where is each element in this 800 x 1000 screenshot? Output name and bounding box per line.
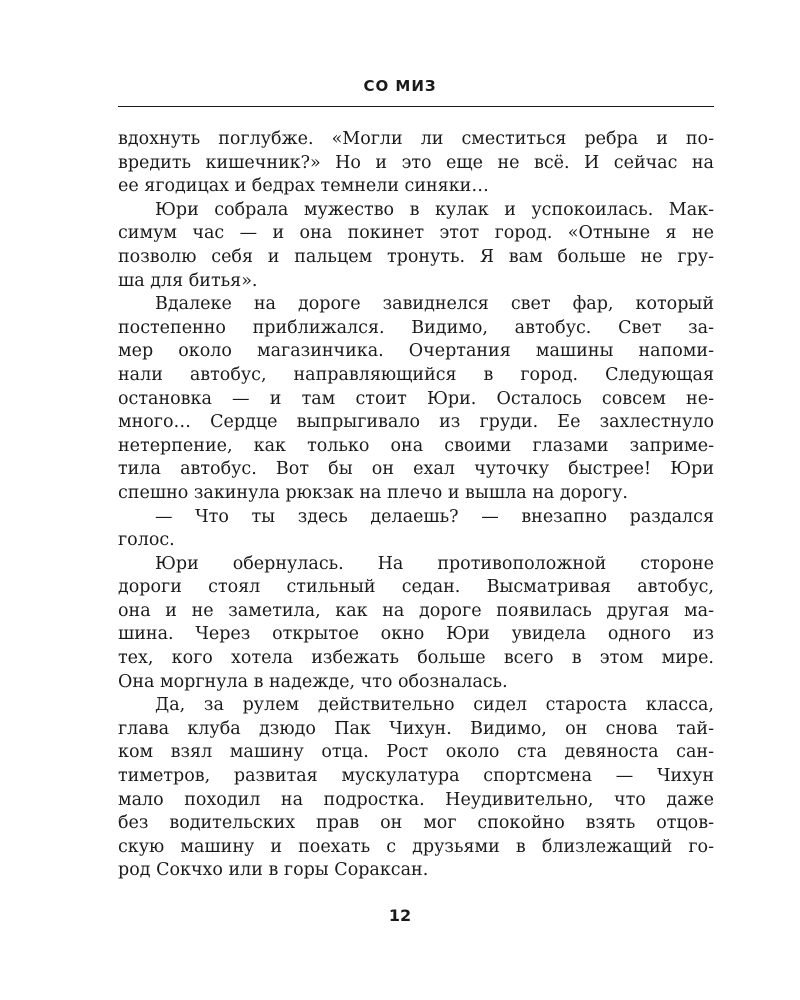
text-line: Юри обернулась. На противоположной стороне	[155, 553, 714, 574]
text-line: симум час — и она покинет этот город. «Отныне я не	[118, 223, 714, 244]
text-line: ша для битья».	[118, 270, 258, 291]
text-line: ком взял машину отца. Рост около ста девяноста сан-	[118, 742, 714, 763]
running-head: СО МИЗ	[363, 77, 437, 95]
text-line: Она моргнула в надежде, что обозналась.	[118, 671, 508, 692]
header-rule	[118, 106, 714, 107]
text-line: нали автобус, направляющийся в город. Следующая	[118, 364, 714, 385]
text-line: род Сокчхо или в горы Сораксан.	[118, 860, 429, 881]
text-line: тиметров, развитая мускулатура спортсмена — Чихун	[118, 766, 714, 787]
text-line: много… Сердце выпрыгивало из груди. Ее захлестнуло	[118, 412, 714, 433]
text-line: — Что ты здесь делаешь? — внезапно раздался	[155, 506, 714, 527]
text-line: спешно закинула рюкзак на плечо и вышла на дорогу.	[118, 482, 628, 503]
text-line: мало походил на подростка. Неудивительно, что даже	[118, 789, 714, 810]
body-text	[118, 128, 714, 883]
text-line: позволю себя и пальцем тронуть. Я вам больше не гру-	[118, 246, 714, 267]
page-number: 12	[388, 906, 412, 925]
text-line: Юри собрала мужество в кулак и успокоилась. Мак-	[155, 199, 714, 220]
text-line: шина. Через открытое окно Юри увидела одного из	[118, 624, 714, 645]
text-line: без водительских прав он мог спокойно взять отцов-	[118, 813, 714, 834]
text-line: дороги стоял стильный седан. Высматривая автобус,	[118, 577, 714, 598]
text-line: скую машину и поехать с друзьями в близлежащий го-	[118, 836, 714, 857]
text-line: Вдалеке на дороге завиднелся свет фар, который	[155, 294, 714, 315]
text-line: вредить кишечник?» Но и это еще не всё. И сейчас на	[118, 152, 714, 173]
text-line: мер около магазинчика. Очертания машины напоми-	[118, 341, 714, 362]
text-line: ее ягодицах и бедрах темнели синяки…	[118, 176, 489, 197]
text-line: постепенно приближался. Видимо, автобус. Свет за-	[118, 317, 714, 338]
text-line: нетерпение, как только она своими глазами заприме-	[118, 435, 714, 456]
text-line: тила автобус. Вот бы он ехал чуточку быстрее! Юри	[118, 459, 714, 480]
text-line: глава клуба дзюдо Пак Чихун. Видимо, он снова тай-	[118, 718, 714, 739]
text-line: она и не заметила, как на дороге появилась другая ма-	[118, 600, 714, 621]
text-line: Да, за рулем действительно сидел староста класса,	[155, 695, 714, 716]
text-line: вдохнуть поглубже. «Могли ли сместиться ребра и по-	[118, 129, 714, 149]
text-line: голос.	[118, 530, 175, 551]
text-line: тех, кого хотела избежать больше всего в этом мире.	[118, 648, 714, 669]
text-line: остановка — и там стоит Юри. Осталось совсем не-	[118, 388, 714, 409]
